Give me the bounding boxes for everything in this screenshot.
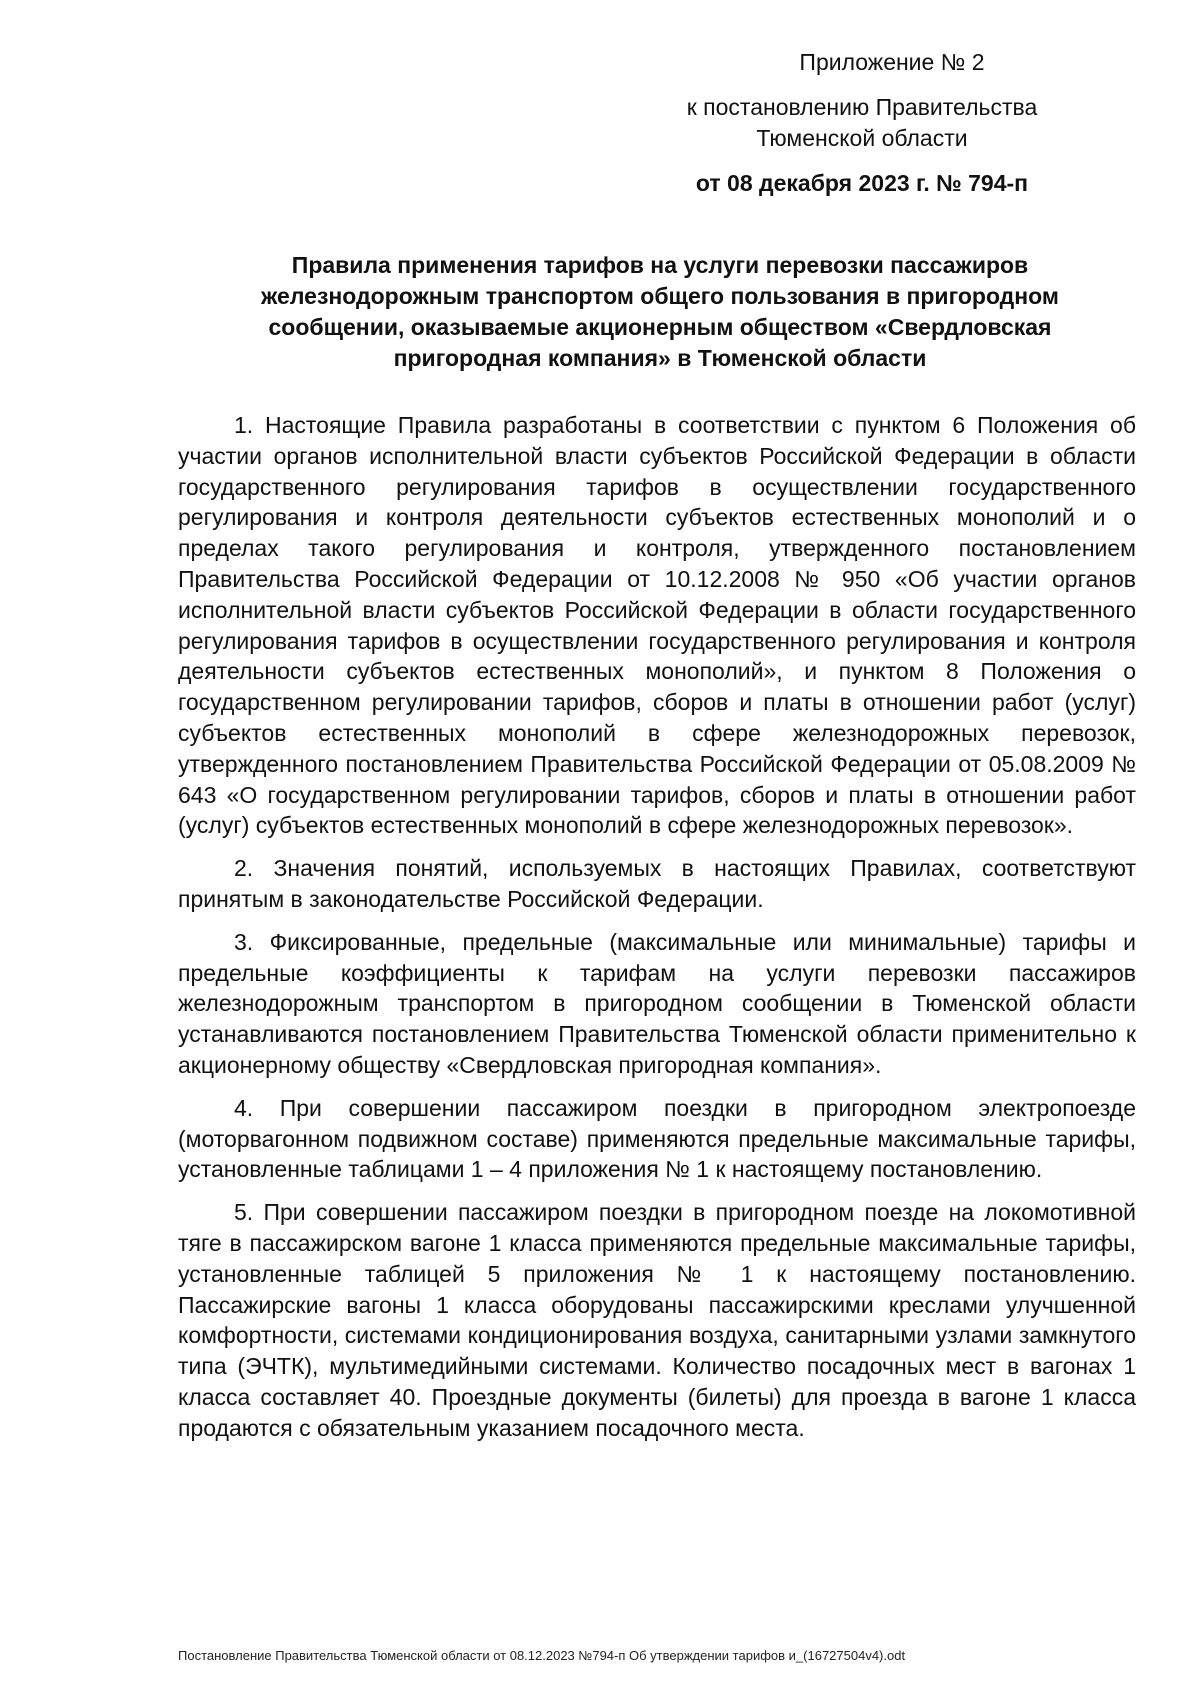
resolution-date: от 08 декабря 2023 г. № 794-п [695,170,1029,196]
document-body [178,410,1136,1456]
appendix-number: Приложение № 2 [799,49,985,75]
paragraph-4: 4. При совершении пассажиром поездки в пригородном электропоезде (моторвагонном подвижном составе) применяются предельные максимальные тарифы, установленные таблицами 1 – 4 приложения № 1 к настоящему постановлению. [178,1094,1136,1183]
appendix-header [612,46,1112,199]
paragraph-3: 3. Фиксированные, предельные (максимальные или минимальные) тарифы и предельные коэффициенты к тарифам на услуги перевозки пассажиров железнодорожным транспортом в пригородном сообщении в Тюменской области устанавливаются постановлением Правительства Тюменской области применительно к акционерному обществу «Свердловская пригородная компания». [178,928,1136,1078]
paragraph-5: 5. При совершении пассажиром поездки в пригородном поезде на локомотивной тяге в пассажирском вагоне 1 класса применяются предельные максимальные тарифы, установленные таблицей 5 приложения № 1 к настоящему постановлению. Пассажирские вагоны 1 класса оборудованы пассажирскими креслами улучшенной комфортности, системами кондиционирования воздуха, санитарными узлами замкнутого типа (ЭЧТК), мультимедийными системами. Количество посадочных мест в вагонах 1 класса составляет 40. Проездные документы (билеты) для проезда в вагоне 1 класса продаются с обязательным указанием посадочного места. [178,1199,1136,1441]
resolution-reference-line-2: Тюменской области [756,125,968,151]
document-title: Правила применения тарифов на услуги перевозки пассажиров железнодорожным транспортом общего пользования в пригородном сообщении, оказываемые акционерным обществом «Свердловская пригородная компания» в Тюменской области [261,252,1059,371]
paragraph-1: 1. Настоящие Правила разработаны в соответствии с пунктом 6 Положения об участии органов исполнительной власти субъектов Российской Федерации в области государственного регулирования тарифов в осуществлении государственного регулирования и контроля деятельности субъектов естественных монополий и о пределах такого регулирования и контроля, утвержденного постановлением Правительства Российской Федерации от 10.12.2008 № 950 «Об участии органов исполнительной власти субъектов Российской Федерации в области государственного регулирования тарифов в осуществлении государственного регулирования и контроля деятельности субъектов естественных монополий», и пунктом 8 Положения о государственном регулировании тарифов, сборов и платы в отношении работ (услуг) субъектов естественных монополий в сфере железнодорожных перевозок, утвержденного постановлением Правительства Российской Федерации от 05.08.2009 № 643 «О государственном регулировании тарифов, сборов и платы в отношении работ (услуг) субъектов естественных монополий в сфере железнодорожных перевозок». [178,412,1136,839]
paragraph-2: 2. Значения понятий, используемых в настоящих Правилах, соответствуют принятым в законодательстве Российской Федерации. [178,855,1136,912]
resolution-reference-line-1: к постановлению Правительства [686,94,1038,120]
file-footer: Постановление Правительства Тюменской области от 08.12.2023 №794-п Об утверждении тарифов и_(16727504v4).odt [178,1648,906,1663]
